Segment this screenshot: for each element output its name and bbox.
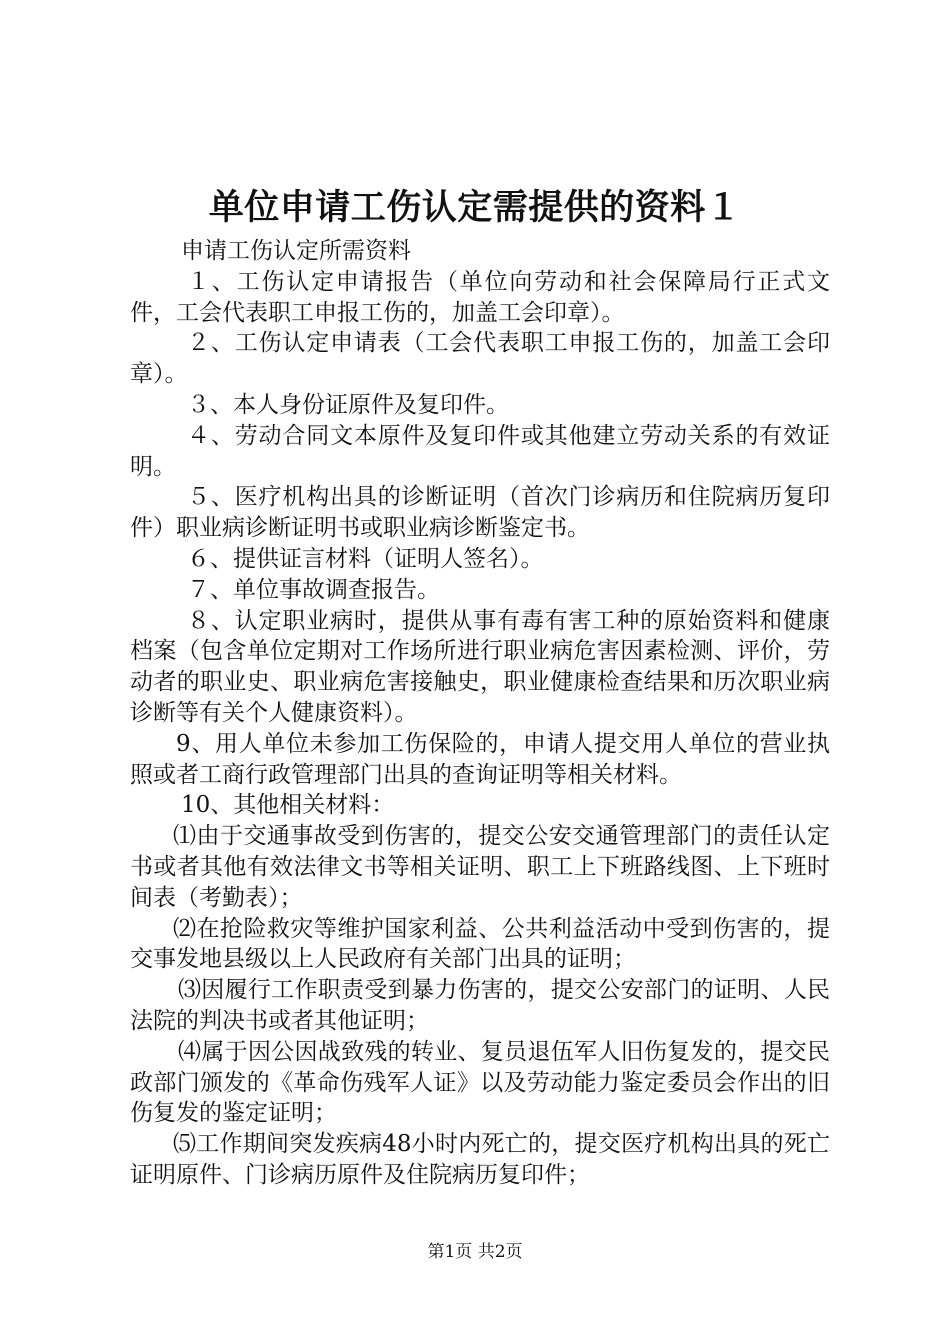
paragraph-item-1: １、工伤认定申请报告（单位向劳动和社会保障局行正式文件，工会代表职工申报工伤的，加盖工会印章）。: [130, 268, 830, 326]
section-heading: 申请工伤认定所需资料: [181, 238, 411, 264]
paragraph-item-6: ６、提供证言材料（证明人签名）。: [187, 545, 544, 572]
document-body: [130, 236, 830, 1191]
sub-item-2: ⑵在抢险救灾等维护国家利益、公共利益活动中受到伤害的，提交事发地县级以上人民政府有关部门出具的证明；: [130, 915, 830, 973]
paragraph-item-3: ３、本人身份证原件及复印件。: [187, 391, 509, 418]
sub-item-4: ⑷属于因公因战致残的转业、复员退伍军人旧伤复发的，提交民政部门颁发的《革命伤残军人证》以及劳动能力鉴定委员会作出的旧伤复发的鉴定证明；: [130, 1038, 830, 1127]
sub-item-5: ⑸工作期间突发疾病48小时内死亡的，提交医疗机构出具的死亡证明原件、门诊病历原件及住院病历复印件；: [130, 1131, 830, 1188]
paragraph-item-9: 9、用人单位未参加工伤保险的，申请人提交用人单位的营业执照或者工商行政管理部门出具的查询证明等相关材料。: [130, 730, 830, 788]
paragraph-item-10: 10、其他相关材料：: [181, 792, 395, 819]
sub-item-3: ⑶因履行工作职责受到暴力伤害的，提交公安部门的证明、人民法院的判决书或者其他证明；: [130, 977, 830, 1034]
paragraph-item-8: ８、认定职业病时，提供从事有毒有害工种的原始资料和健康档案（包含单位定期对工作场所进行职业病危害因素检测、评价，劳动者的职业史、职业病危害接触史，职业健康检查结果和历次职业病诊断等有关个人健康资料）。: [130, 607, 830, 726]
sub-item-1: ⑴由于交通事故受到伤害的，提交公安交通管理部门的责任认定书或者其他有效法律文书等相关证明、职工上下班路线图、上下班时间表（考勤表）；: [130, 823, 830, 911]
page-footer: 第1页 共2页: [427, 1242, 523, 1262]
paragraph-item-5: ５、医疗机构出具的诊断证明（首次门诊病历和住院病历复印件）职业病诊断证明书或职业病诊断鉴定书。: [130, 484, 830, 542]
document-title: 单位申请工伤认定需提供的资料１: [208, 187, 742, 228]
paragraph-item-7: ７、单位事故调查报告。: [187, 576, 440, 603]
paragraph-item-4: ４、劳动合同文本原件及复印件或其他建立劳动关系的有效证明。: [130, 422, 830, 480]
paragraph-item-2: ２、工伤认定申请表（工会代表职工申报工伤的，加盖工会印章）。: [130, 330, 830, 388]
